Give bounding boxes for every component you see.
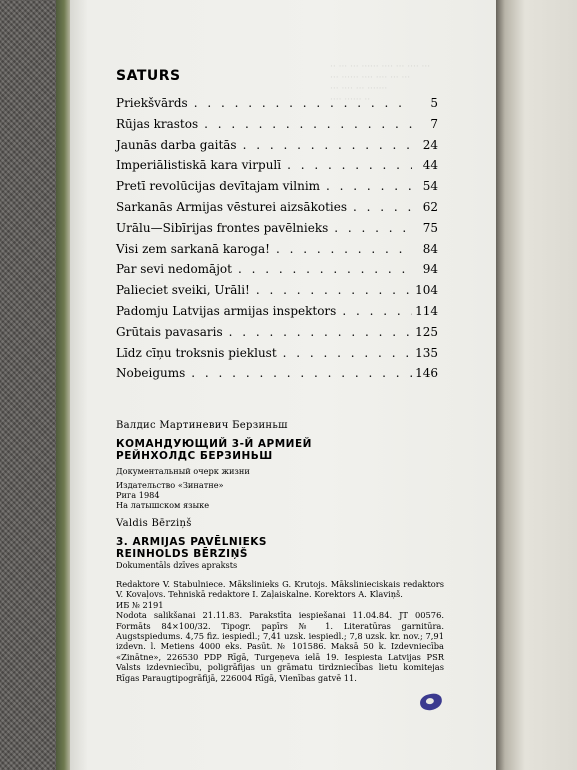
russian-title-line-2: РЕЙНХОЛДС БЕРЗИНЬШ <box>116 450 273 462</box>
russian-colophon <box>116 420 312 510</box>
imprint-printing-details: Nodota salikšanai 21.11.83. Parakstīta iespiešanai 11.04.84. JT 00576. Formāts 84×100/32. Tipogr. papīrs № 1. Literatūras garnitūra. Augstspiedums. 4,75 fiz. iespiedl.; 7,41 uzsk. iespiedl.; 7,8 uzsk. kr. nov.; 7,91 izdevn. l. Metiens 4000 eks. Pasūt. № 101586. Maksā 50 k. Izdevniecība «Zinātne», 226530 PDP Rīgā, Turgeņeva ielā 19. Iespiesta Latvijas PSR Valsts izdevniecību, poligrāfijas un grāmatu tirdzniecības lietu komitejas Rīgas Paraugtipogrāfijā, 226004 Rīgā, Vienības gatvē 11. <box>116 610 444 683</box>
toc-entry: Nobeigums . . . 146 <box>116 366 438 387</box>
bleed-through-text: ·· ··· ··· ······ ···· ··· ···· ··· ··· ······ ···· ···· ··· ··· ··· ···· ··· ······· ···· ······ ·· <box>330 62 431 105</box>
imprint-number: ИБ № 2191 <box>116 599 164 610</box>
toc-entry: Visi zem sarkanā karoga! . . . 84 <box>116 242 438 263</box>
imprint-credits: Redaktore V. Stabulniece. Mākslinieks G. Krutojs. Mākslinieciskais redaktors V. Kovaļovs. Tehniskā redaktore I. Zaļaiskalne. Korektors A. Klaviņš. <box>116 579 444 600</box>
imprint-block <box>116 579 444 683</box>
russian-language-note: На латышском языке <box>116 500 210 511</box>
russian-author: Валдис Мартиневич Берзиньш <box>116 420 288 431</box>
latvian-colophon <box>116 518 267 570</box>
toc-entry: Padomju Latvijas armijas inspektors . . . 114 <box>116 304 438 325</box>
toc-entry: Par sevi nedomājot . . . 94 <box>116 262 438 283</box>
toc-entry: Līdz cīņu troksnis pieklust . . . 135 <box>116 346 438 367</box>
toc-entry: Priekšvārds . . . 5 <box>116 96 438 117</box>
russian-subtitle: Документальный очерк жизни <box>116 466 250 476</box>
toc-entry: Urālu—Sibīrijas frontes pavēlnieks . . . 75 <box>116 221 438 242</box>
toc-entry: Rūjas krastos . . . 7 <box>116 117 438 138</box>
toc-entry: Sarkanās Armijas vēsturei aizsākoties . . . 62 <box>116 200 438 221</box>
russian-title-line-1: КОМАНДУЮЩИЙ 3-Й АРМИЕЙ <box>116 438 312 450</box>
toc-entry: Palieciet sveiki, Urāli! . . . 104 <box>116 283 438 304</box>
latvian-author: Valdis Bērziņš <box>116 518 192 529</box>
toc-entry: Imperiālistiskā kara virpulī . . . 44 <box>116 158 438 179</box>
page-title: SATURS <box>116 68 181 84</box>
toc-entry: Grūtais pavasaris . . . 125 <box>116 325 438 346</box>
russian-city-year: Рига 1984 <box>116 490 160 501</box>
toc-entry: Pretī revolūcijas devītajam vilnim . . . 54 <box>116 179 438 200</box>
table-of-contents <box>116 96 438 387</box>
latvian-title-line-1: 3. ARMIJAS PAVĒLNIEKS <box>116 536 267 548</box>
toc-entry: Jaunās darba gaitās . . . 24 <box>116 138 438 159</box>
latvian-subtitle: Dokumentāls dzīves apraksts <box>116 560 238 570</box>
russian-publisher: Издательство «Зинатне» <box>116 480 224 491</box>
latvian-title-line-2: REINHOLDS BĒRZIŅŠ <box>116 548 248 560</box>
